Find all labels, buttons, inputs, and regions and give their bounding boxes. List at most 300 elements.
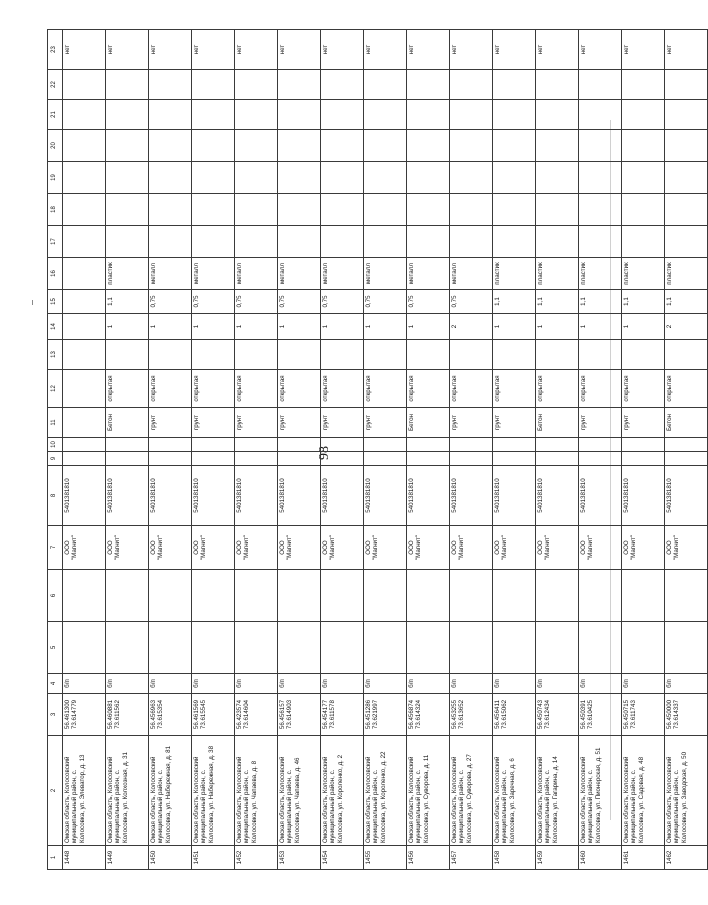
table-cell: [493, 340, 536, 370]
table-cell: Омская область, Колосовский муниципальный район, с. Колосовка, ул. Чапаева, д. 46: [278, 736, 321, 846]
table-cell: Омская область, Колосовский муниципальный район, с. Колосовка, ул. Заводская, д. 50: [665, 736, 708, 846]
table-cell: Омская область, Колосовский муниципальный район, с. Колосовка, ул. Колхозная, д. 31: [106, 736, 149, 846]
table-cell: [149, 162, 192, 194]
table-cell: [622, 340, 665, 370]
registry-table: [47, 29, 708, 870]
table-cell: 5401381810: [450, 466, 493, 526]
table-cell: [192, 340, 235, 370]
table-cell: б/п: [665, 674, 708, 694]
table-cell: [63, 570, 106, 622]
table-cell: 1462: [665, 846, 708, 870]
table-cell: ООО "Магнит": [106, 526, 149, 570]
table-cell: открытая: [106, 370, 149, 408]
table-cell: ООО "Магнит": [450, 526, 493, 570]
table-cell: ООО "Магнит": [278, 526, 321, 570]
table-cell: [364, 452, 407, 466]
table-cell: [278, 194, 321, 226]
table-cell: 5401381810: [63, 466, 106, 526]
table-row: [665, 30, 708, 870]
table-row: [579, 30, 622, 870]
table-cell: [192, 452, 235, 466]
table-cell: открытая: [665, 370, 708, 408]
table-cell: 56.461569 73.615545: [192, 694, 235, 736]
table-cell: 1454: [321, 846, 364, 870]
table-row: [278, 30, 321, 870]
table-cell: [235, 194, 278, 226]
table-cell: металл: [235, 258, 278, 290]
table-cell: Омская область, Колосовский муниципальный район, с. Колосовка, ул. Суворова, д. 27: [450, 736, 493, 846]
table-cell: 56.460881 73.611562: [106, 694, 149, 736]
table-cell: Омская область, Колосовский муниципальный район, с. Колосовка, ул. Заречная, д. 6: [493, 736, 536, 846]
table-cell: 1: [321, 314, 364, 340]
table-cell: [665, 622, 708, 674]
table-cell: [235, 100, 278, 130]
table-cell: [493, 452, 536, 466]
table-cell: [536, 452, 579, 466]
table-cell: [622, 162, 665, 194]
table-row: [622, 30, 665, 870]
table-cell: ООО "Магнит": [149, 526, 192, 570]
table-cell: [407, 570, 450, 622]
registry-table-frame: [47, 40, 688, 870]
table-cell: 1450: [149, 846, 192, 870]
table-cell: [149, 100, 192, 130]
table-cell: 1: [192, 314, 235, 340]
table-cell: [149, 194, 192, 226]
table-cell: [536, 226, 579, 258]
table-row: [321, 30, 364, 870]
table-cell: открытая: [321, 370, 364, 408]
table-cell: [493, 70, 536, 100]
table-cell: [665, 130, 708, 162]
table-cell: [192, 194, 235, 226]
table-cell: [235, 340, 278, 370]
table-cell: [192, 100, 235, 130]
table-cell: [622, 70, 665, 100]
table-cell: 1461: [622, 846, 665, 870]
table-cell: [622, 438, 665, 452]
table-cell: [149, 452, 192, 466]
table-cell: металл: [278, 258, 321, 290]
column-header: 13: [48, 340, 63, 370]
table-cell: 5401381810: [235, 466, 278, 526]
table-cell: б/п: [278, 674, 321, 694]
scan-mark: [32, 300, 33, 305]
table-cell: 56.454177 73.611578: [321, 694, 364, 736]
table-cell: [63, 340, 106, 370]
table-cell: 56.450391 73.610425: [579, 694, 622, 736]
table-cell: Омская область, Колосовский муниципальный район, с. Колосовка, ул. Набережная, д. 81: [149, 736, 192, 846]
column-header: 1: [48, 846, 63, 870]
table-cell: пластик: [536, 258, 579, 290]
table-cell: [536, 570, 579, 622]
table-cell: [407, 438, 450, 452]
table-cell: [192, 226, 235, 258]
table-cell: [450, 226, 493, 258]
column-header: 23: [48, 30, 63, 70]
table-cell: грунт: [579, 408, 622, 438]
table-cell: ООО "Магнит": [321, 526, 364, 570]
table-cell: 1,1: [536, 290, 579, 314]
table-cell: [407, 226, 450, 258]
table-cell: нет: [149, 30, 192, 70]
table-cell: б/п: [149, 674, 192, 694]
table-cell: [149, 622, 192, 674]
table-cell: [278, 226, 321, 258]
table-cell: [106, 570, 149, 622]
table-cell: б/п: [106, 674, 149, 694]
table-cell: [278, 452, 321, 466]
table-cell: [665, 452, 708, 466]
table-cell: 1: [106, 314, 149, 340]
table-cell: [278, 162, 321, 194]
table-cell: 0,75: [407, 290, 450, 314]
table-cell: 1452: [235, 846, 278, 870]
table-cell: [622, 194, 665, 226]
table-cell: [665, 162, 708, 194]
table-cell: [364, 70, 407, 100]
table-cell: 1: [407, 314, 450, 340]
column-header: 7: [48, 526, 63, 570]
table-cell: [192, 622, 235, 674]
table-cell: ООО "Магнит": [622, 526, 665, 570]
table-cell: [665, 100, 708, 130]
table-cell: [579, 340, 622, 370]
table-cell: [536, 194, 579, 226]
table-cell: [622, 622, 665, 674]
table-cell: 5401381810: [192, 466, 235, 526]
table-cell: 1458: [493, 846, 536, 870]
table-cell: пластик: [579, 258, 622, 290]
table-cell: нет: [364, 30, 407, 70]
registry-table-rotated: [47, 40, 688, 870]
table-cell: открытая: [622, 370, 665, 408]
table-cell: Омская область, Колосовский муниципальный район, с. Колосовка, ул. Набережная, д. 38: [192, 736, 235, 846]
column-header: 22: [48, 70, 63, 100]
table-cell: [63, 452, 106, 466]
table-row: [106, 30, 149, 870]
table-cell: 5401381810: [622, 466, 665, 526]
table-cell: [63, 194, 106, 226]
table-cell: 5401381810: [321, 466, 364, 526]
table-row: [364, 30, 407, 870]
table-cell: 5401381810: [106, 466, 149, 526]
table-cell: 56.453255 73.613652: [450, 694, 493, 736]
table-cell: ООО "Магнит": [63, 526, 106, 570]
table-cell: [536, 70, 579, 100]
table-cell: [450, 100, 493, 130]
table-cell: 56.461300 73.614779: [63, 694, 106, 736]
table-cell: [106, 162, 149, 194]
table-cell: [536, 162, 579, 194]
column-header: 16: [48, 258, 63, 290]
table-cell: открытая: [149, 370, 192, 408]
table-cell: ООО "Магнит": [536, 526, 579, 570]
table-cell: 56.456963 73.615354: [149, 694, 192, 736]
column-header: 17: [48, 226, 63, 258]
table-cell: 1453: [278, 846, 321, 870]
table-cell: [579, 570, 622, 622]
table-cell: [63, 408, 106, 438]
table-cell: нет: [493, 30, 536, 70]
table-cell: [63, 622, 106, 674]
table-cell: металл: [364, 258, 407, 290]
page-number: 98: [317, 446, 332, 460]
table-cell: [364, 194, 407, 226]
table-cell: [149, 70, 192, 100]
table-cell: ООО "Магнит": [407, 526, 450, 570]
table-cell: нет: [579, 30, 622, 70]
table-cell: [278, 570, 321, 622]
table-cell: [192, 130, 235, 162]
table-cell: [493, 130, 536, 162]
table-cell: б/п: [192, 674, 235, 694]
table-cell: б/п: [536, 674, 579, 694]
table-cell: [321, 130, 364, 162]
table-cell: ООО "Магнит": [493, 526, 536, 570]
table-cell: [579, 438, 622, 452]
table-cell: Омская область, Колосовский муниципальный район, с. Колосовка, ул. Элеватор, д. 13: [63, 736, 106, 846]
table-cell: нет: [63, 30, 106, 70]
table-cell: грунт: [622, 408, 665, 438]
table-cell: [450, 570, 493, 622]
table-cell: [622, 100, 665, 130]
table-cell: грунт: [278, 408, 321, 438]
table-row: [192, 30, 235, 870]
table-cell: [235, 70, 278, 100]
table-cell: [63, 100, 106, 130]
column-header: 5: [48, 622, 63, 674]
table-cell: [450, 162, 493, 194]
table-cell: б/п: [622, 674, 665, 694]
column-header: 18: [48, 194, 63, 226]
table-cell: б/п: [407, 674, 450, 694]
table-cell: [622, 570, 665, 622]
table-cell: нет: [407, 30, 450, 70]
table-cell: [665, 226, 708, 258]
table-cell: [665, 438, 708, 452]
table-cell: [493, 226, 536, 258]
table-cell: [364, 340, 407, 370]
table-cell: [235, 622, 278, 674]
table-cell: ООО "Магнит": [192, 526, 235, 570]
column-header: 21: [48, 100, 63, 130]
table-cell: [149, 438, 192, 452]
table-cell: [63, 314, 106, 340]
header-row: [48, 30, 63, 870]
table-cell: б/п: [450, 674, 493, 694]
table-cell: 1: [364, 314, 407, 340]
table-cell: [665, 570, 708, 622]
table-cell: 5401381810: [536, 466, 579, 526]
table-cell: 5401381810: [579, 466, 622, 526]
table-cell: 1451: [192, 846, 235, 870]
table-cell: 1: [493, 314, 536, 340]
table-cell: [536, 622, 579, 674]
table-cell: [235, 226, 278, 258]
table-row: [493, 30, 536, 870]
table-cell: [278, 70, 321, 100]
table-cell: [321, 340, 364, 370]
table-cell: 1449: [106, 846, 149, 870]
table-cell: [235, 162, 278, 194]
table-cell: 1460: [579, 846, 622, 870]
table-cell: [106, 100, 149, 130]
column-header: 20: [48, 130, 63, 162]
table-cell: [493, 162, 536, 194]
table-cell: [63, 438, 106, 452]
table-cell: 1,1: [622, 290, 665, 314]
table-cell: 1457: [450, 846, 493, 870]
table-cell: [579, 226, 622, 258]
table-cell: [106, 438, 149, 452]
table-cell: [106, 130, 149, 162]
table-cell: 56.456411 73.615062: [493, 694, 536, 736]
table-cell: 1459: [536, 846, 579, 870]
table-cell: грунт: [321, 408, 364, 438]
table-cell: нет: [106, 30, 149, 70]
table-cell: 0,75: [450, 290, 493, 314]
table-cell: 5401381810: [493, 466, 536, 526]
table-cell: Бетон: [665, 408, 708, 438]
table-cell: 0,75: [192, 290, 235, 314]
table-cell: [106, 194, 149, 226]
table-cell: 0,75: [149, 290, 192, 314]
table-cell: [63, 162, 106, 194]
table-row: [450, 30, 493, 870]
table-cell: [321, 438, 364, 452]
table-cell: 5401381810: [665, 466, 708, 526]
table-cell: [364, 130, 407, 162]
table-row: [149, 30, 192, 870]
table-cell: [321, 226, 364, 258]
column-header: 3: [48, 694, 63, 736]
table-cell: [579, 622, 622, 674]
table-cell: [450, 340, 493, 370]
table-cell: [278, 130, 321, 162]
table-cell: 5401381810: [278, 466, 321, 526]
table-cell: грунт: [192, 408, 235, 438]
table-cell: ООО "Магнит": [665, 526, 708, 570]
table-cell: [106, 622, 149, 674]
table-cell: открытая: [450, 370, 493, 408]
table-cell: Омская область, Колосовский муниципальный район, с. Колосовка, ул. Пионерская, д. 51: [579, 736, 622, 846]
table-cell: металл: [407, 258, 450, 290]
table-cell: б/п: [235, 674, 278, 694]
table-cell: [149, 340, 192, 370]
table-cell: [407, 162, 450, 194]
table-cell: [364, 100, 407, 130]
table-cell: 1: [622, 314, 665, 340]
table-cell: Бетон: [106, 408, 149, 438]
table-cell: 56.450743 73.612434: [536, 694, 579, 736]
table-cell: Омская область, Колосовский муниципальный район, с. Колосовка, ул. Чапаева, д. 8: [235, 736, 278, 846]
table-cell: б/п: [321, 674, 364, 694]
table-row: [407, 30, 450, 870]
table-cell: грунт: [149, 408, 192, 438]
table-cell: Омская область, Колосовский муниципальный район, с. Колосовка, ул. Короленко, д. 22: [364, 736, 407, 846]
table-cell: [450, 622, 493, 674]
table-cell: [536, 130, 579, 162]
table-cell: [192, 70, 235, 100]
table-cell: [192, 162, 235, 194]
column-header: 14: [48, 314, 63, 340]
table-cell: [63, 70, 106, 100]
table-cell: [579, 194, 622, 226]
table-cell: 1456: [407, 846, 450, 870]
table-cell: грунт: [235, 408, 278, 438]
table-cell: б/п: [63, 674, 106, 694]
table-cell: 1: [149, 314, 192, 340]
table-cell: [407, 622, 450, 674]
table-cell: [579, 100, 622, 130]
table-cell: Омская область, Колосовский муниципальный район, с. Колосовка, ул. Садовая, д. 48: [622, 736, 665, 846]
table-cell: 5401381810: [364, 466, 407, 526]
table-cell: 1,1: [579, 290, 622, 314]
table-cell: открытая: [192, 370, 235, 408]
table-cell: [278, 340, 321, 370]
table-cell: [321, 570, 364, 622]
table-cell: [493, 622, 536, 674]
column-header: 12: [48, 370, 63, 408]
table-cell: [364, 570, 407, 622]
column-header: 11: [48, 408, 63, 438]
table-cell: [450, 130, 493, 162]
table-cell: металл: [149, 258, 192, 290]
table-cell: [235, 438, 278, 452]
table-cell: 56.423574 73.614604: [235, 694, 278, 736]
table-row: [536, 30, 579, 870]
table-cell: нет: [321, 30, 364, 70]
table-cell: Омская область, Колосовский муниципальный район, с. Колосовка, ул. Суворова, д. 11: [407, 736, 450, 846]
table-cell: открытая: [364, 370, 407, 408]
table-cell: нет: [665, 30, 708, 70]
table-cell: 1,1: [493, 290, 536, 314]
table-cell: [63, 258, 106, 290]
table-cell: открытая: [278, 370, 321, 408]
table-cell: 56.450000 73.614337: [665, 694, 708, 736]
table-cell: [450, 438, 493, 452]
table-cell: [579, 162, 622, 194]
table-cell: [579, 452, 622, 466]
table-cell: [278, 100, 321, 130]
table-cell: ООО "Магнит": [579, 526, 622, 570]
table-cell: [407, 194, 450, 226]
table-cell: пластик: [665, 258, 708, 290]
table-cell: [493, 100, 536, 130]
table-cell: [63, 370, 106, 408]
table-cell: [106, 340, 149, 370]
table-cell: [407, 70, 450, 100]
table-cell: [149, 570, 192, 622]
table-cell: 1448: [63, 846, 106, 870]
table-cell: пластик: [106, 258, 149, 290]
table-cell: 5401381810: [149, 466, 192, 526]
table-cell: [235, 452, 278, 466]
table-cell: грунт: [450, 408, 493, 438]
table-cell: [63, 290, 106, 314]
table-cell: [106, 226, 149, 258]
table-cell: [407, 130, 450, 162]
table-cell: [63, 226, 106, 258]
table-cell: [364, 226, 407, 258]
table-cell: 56.451286 73.621997: [364, 694, 407, 736]
table-cell: [321, 194, 364, 226]
table-cell: [192, 570, 235, 622]
table-cell: [278, 438, 321, 452]
table-cell: [278, 622, 321, 674]
table-row: [235, 30, 278, 870]
